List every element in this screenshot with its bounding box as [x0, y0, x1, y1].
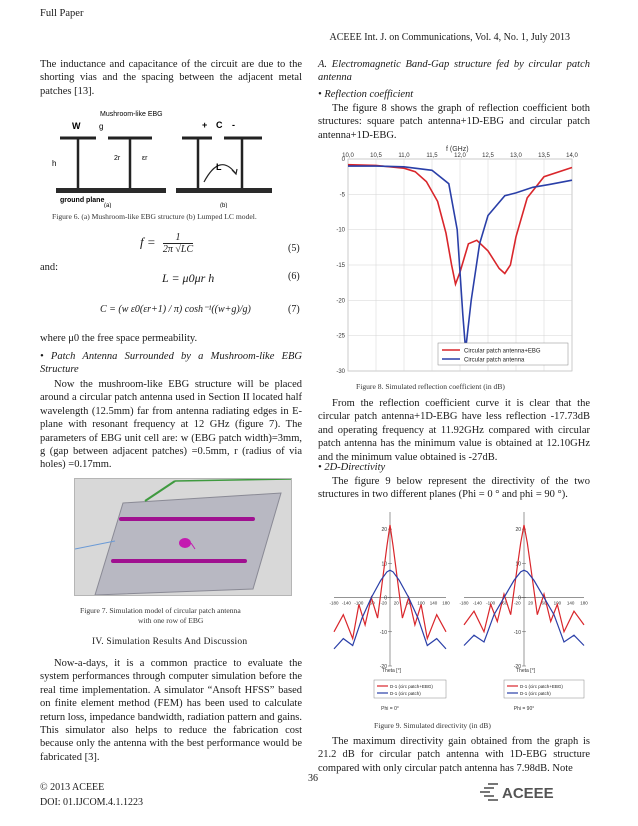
y-tick-label: 0 [518, 595, 521, 602]
bullet-reflection: • Reflection coefficient [318, 89, 414, 100]
x-tick-label: 10,5 [370, 153, 382, 159]
fig6-label-c: C [216, 120, 223, 130]
y-tick-label: 0 [341, 157, 345, 163]
x-tick-label: 100 [417, 600, 425, 606]
subsection-a: A. Electromagnetic Band-Gap structure fed by circular patch antenna [318, 59, 590, 84]
equation-5-numerator: 1 [163, 232, 193, 244]
journal-section-label: Full Paper [40, 8, 84, 19]
fig6-label-w: W [72, 121, 81, 131]
x-tick-label: 20 [528, 600, 534, 606]
y-tick-label: -10 [379, 629, 387, 636]
x-tick-label: -140 [472, 600, 482, 606]
aceee-logo-text: ACEEE [502, 785, 554, 802]
fig6-label-plus: + [202, 120, 208, 130]
y-tick-label: 10 [515, 561, 521, 568]
right-paragraph-1: The figure 8 shows the graph of reflection coefficient both structures: square patch antenna+1D-EBG and circular patch antenna+1D-EBG. [318, 103, 590, 141]
x-tick-label: -180 [459, 600, 469, 606]
x-axis-label: Theta [°] [382, 668, 401, 674]
page-number: 36 [308, 773, 318, 784]
y-tick-label: 20 [515, 527, 521, 534]
section-heading: IV. Simulation Results And Discussion [92, 637, 248, 647]
panel-1-name: Phi = 90° [513, 706, 535, 712]
fig6-label-l: L [216, 162, 222, 172]
legend-label: D-1 (circ patch) [390, 691, 421, 696]
y-tick-label: 0 [384, 595, 387, 602]
x-tick-label: 12,5 [482, 153, 494, 159]
y-tick-label: -30 [336, 369, 345, 375]
journal-citation: ACEEE Int. J. on Communications, Vol. 4, No. 1, July 2013 [329, 32, 570, 43]
x-tick-label: 180 [442, 600, 450, 606]
legend-label: D-1 (circ patch) [520, 691, 551, 696]
x-tick-label: 100 [553, 600, 562, 606]
figure-6-caption: Figure 6. (a) Mushroom-like EBG structure (b) Lumped LC model. [52, 212, 257, 221]
figure-7-caption-line1: Figure 7. Simulation model of circular patch antenna [80, 606, 241, 615]
y-tick-label: -20 [513, 664, 521, 670]
x-tick-label: -60 [368, 600, 375, 606]
left-paragraph-3: Now-a-days, it is a common practice to evaluate the system performances through computer simulation before the real time implementation. A simulator “Ansoft HFSS” based on finite element method (FEM) has been used to calculate return loss, impedance bandwidth, radiation pattern and gains. This simulator also helps to reduce the fabrication cost because only the antenna with the best performance would be fabricated [3]. [40, 658, 302, 763]
figure-8-caption: Figure 8. Simulated reflection coefficient (in dB) [356, 382, 505, 391]
y-tick-label: -25 [336, 333, 345, 340]
doi: DOI: 01.IJCOM.4.1.1223 [40, 797, 144, 808]
and-text: and: [40, 262, 59, 273]
figure-7-caption-line2: with one row of EBG [138, 616, 204, 625]
x-tick-label: -100 [354, 600, 364, 606]
x-axis-label: Theta [°] [516, 668, 535, 674]
right-paragraph-3: The figure 9 below represent the directivity of the two structures in two different planes (Phi = 0 ° and phi = 90 °). [318, 476, 590, 501]
y-tick-label: -15 [336, 263, 345, 269]
subsection-patch-antenna [40, 350, 302, 377]
equation-5-label: (5) [288, 243, 300, 254]
fig6-label-b: (b) [220, 203, 228, 208]
y-tick-label: 10 [381, 561, 387, 568]
x-tick-label: 14,0 [566, 153, 578, 159]
equation-5 [140, 232, 193, 255]
equation-6: L = μ0μr h [162, 271, 215, 285]
x-tick-label: 13,0 [510, 153, 522, 159]
fig6-label-g: g [99, 122, 104, 131]
figure-6 [52, 104, 302, 208]
left-paragraph-2: Now the mushroom-like EBG structure will be placed around a circular patch antenna used in Section II located half wavelength (12.5mm) far from antenna radiating edges in E-plane with resonant frequency at 12 GHz (figure 7). The parameters of EBG unit cell are: w (EBG patch width)=3mm, g (gap between adjacent patches) =0.5mm, r (radius of via holes) =0.17mm. [40, 379, 302, 471]
where-text: where μ0 the free space permeability. [40, 333, 198, 344]
x-tick-label: 140 [566, 600, 575, 606]
x-tick-label: 10,0 [342, 153, 354, 159]
x-tick-label: -60 [500, 600, 508, 606]
bullet: • [40, 351, 44, 362]
y-tick-label: -20 [336, 298, 345, 305]
legend-label: D-1 (circ patch+EBG) [520, 684, 563, 689]
x-tick-label: 11,0 [398, 153, 410, 159]
figure-9 [318, 506, 590, 712]
left-paragraph-1: The inductance and capacitance of the circuit are due to the shorting vias and the spacing between the adjacent metal patches [13]. [40, 59, 302, 97]
fig6-label-h: h [52, 159, 57, 168]
directivity-chart [318, 506, 590, 712]
aceee-logo [480, 782, 580, 802]
equation-7-label: (7) [288, 304, 300, 315]
subsection-title: Patch Antenna Surrounded by a Mushroom-like EBG Structure [40, 351, 302, 376]
x-tick-label: -100 [486, 600, 496, 606]
fig6-label-er: εr [142, 155, 148, 162]
equation-5-denominator: 2π √LC [162, 244, 194, 255]
x-tick-label: 20 [393, 600, 399, 606]
figure-9-caption: Figure 9. Simulated directivity (in dB) [374, 721, 491, 730]
figure-7-drawing [75, 479, 291, 595]
equation-7: C = (w ε0(εr+1) / π) cosh⁻¹((w+g)/g) [100, 304, 251, 315]
equation-6-label: (6) [288, 271, 300, 282]
reflection-chart [318, 143, 580, 379]
figure-7 [74, 478, 292, 596]
legend-label-1: Circular patch antenna [464, 357, 525, 364]
copyright: © 2013 ACEEE [40, 782, 105, 793]
x-tick-label: 11,5 [426, 153, 438, 159]
bullet-directivity: • 2D-Directivity [318, 462, 386, 473]
legend-label-0: Circular patch antenna+EBG [464, 348, 541, 355]
fig6-title: Mushroom-like EBG [100, 111, 163, 118]
y-tick-label: -10 [336, 227, 345, 234]
x-tick-label: -140 [341, 600, 351, 606]
y-tick-label: -5 [339, 192, 345, 199]
x-tick-label: -20 [514, 600, 521, 606]
x-tick-label: 12,0 [454, 153, 466, 159]
figure-8 [318, 143, 580, 379]
right-paragraph-4: The maximum directivity gain obtained from the graph is 21.2 dB for circular patch antenna with 1D-EBG structure compared with only circular patch antenna has 7.98dB. Note [318, 736, 590, 774]
y-tick-label: -20 [379, 664, 387, 670]
x-tick-label: 60 [541, 600, 547, 606]
fig6-label-minus: - [232, 120, 235, 130]
fig6-label-ground: ground plane [60, 197, 105, 204]
y-tick-label: 20 [381, 527, 387, 534]
figure-6-drawing [52, 104, 302, 208]
fig6-label-r: 2r [114, 155, 121, 162]
x-tick-label: 140 [429, 600, 438, 606]
x-tick-label: -20 [380, 600, 388, 606]
chart-title: f (GHz) [446, 146, 469, 153]
right-paragraph-2: From the reflection coefficient curve it is clear that the circular patch antenna+1D-EBG have less reflection -17.73dB and operating frequency at 11.92GHz compared with circular patch antenna has the minimum value is obtained at 12.10GHz and the minimum value obtained is -27dB. [318, 398, 590, 463]
legend-label: D-1 (circ patch+EBG) [390, 684, 433, 689]
x-tick-label: 180 [580, 600, 588, 606]
panel-0-name: Phi = 0° [381, 706, 399, 712]
fig6-label-a: (a) [104, 203, 112, 208]
x-tick-label: 60 [406, 600, 412, 606]
x-tick-label: -180 [329, 600, 339, 606]
y-tick-label: -10 [513, 629, 521, 636]
equation-5-lhs: f = [140, 234, 156, 250]
aceee-logo-icon [480, 782, 580, 802]
x-tick-label: 13,5 [538, 153, 550, 159]
